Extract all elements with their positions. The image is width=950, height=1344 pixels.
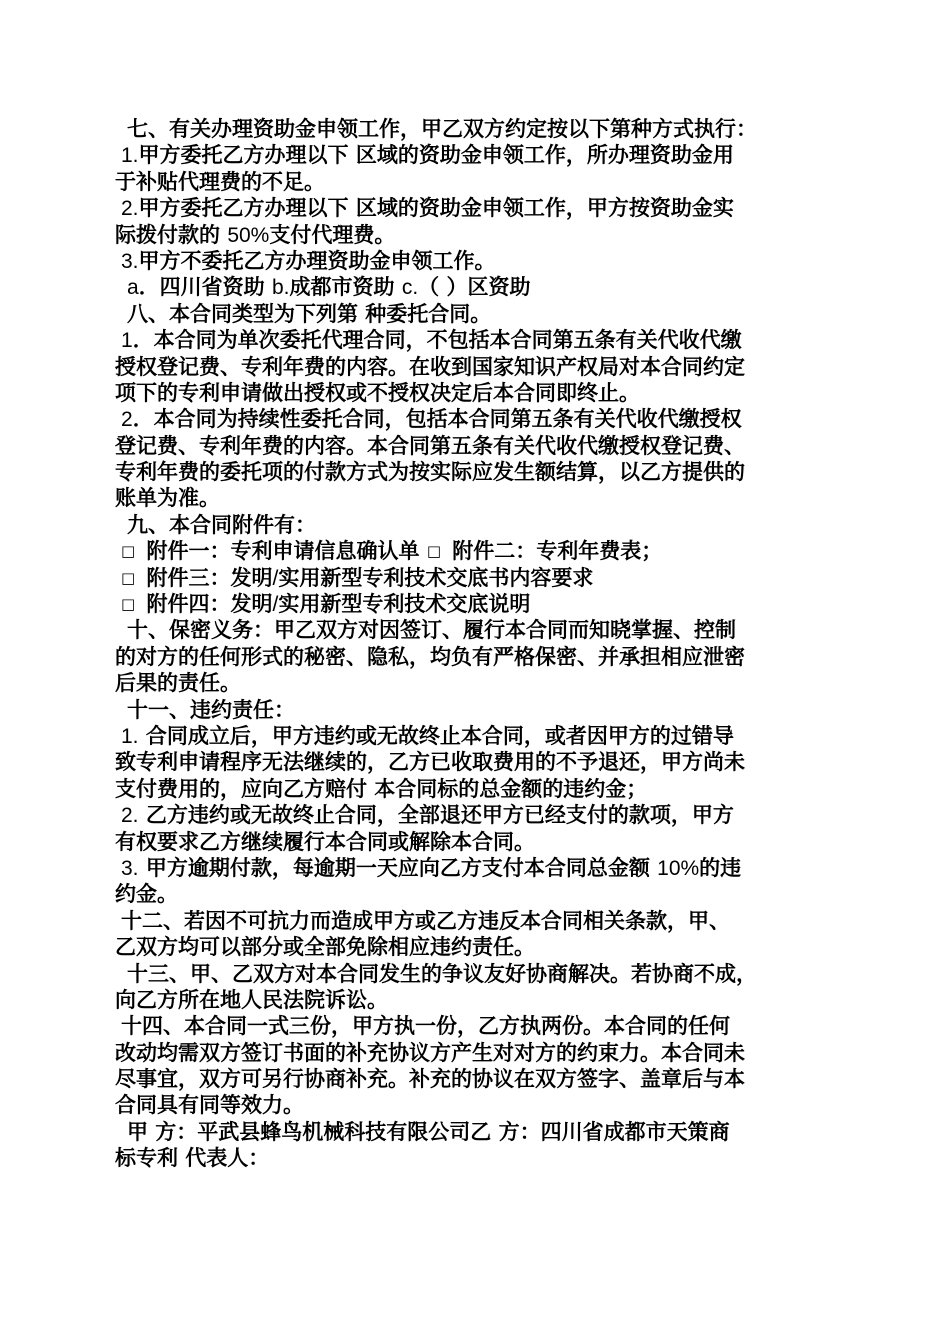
text-line: 际拨付款的 50%支付代理费。 xyxy=(115,222,396,247)
text-line: □ 附件四：发明/实用新型专利技术交底说明 xyxy=(121,592,531,617)
checkbox-icon[interactable]: □ xyxy=(426,542,441,561)
contract-text-body xyxy=(115,116,840,1172)
text-line: 改动均需双方签订书面的补充协议方产生对对方的约束力。本合同未 xyxy=(115,1040,745,1065)
text-line: 尽事宜，双方可另行协商补充。补充的协议在双方签字、盖章后与本 xyxy=(115,1067,745,1092)
text-line: 2．本合同为持续性委托合同，包括本合同第五条有关代收代缴授权 xyxy=(121,407,742,432)
text-line: 1.甲方委托乙方办理以下 区域的资助金申领工作，所办理资助金用 xyxy=(121,143,734,168)
text-line: 1．本合同为单次委托代理合同，不包括本合同第五条有关代收代缴 xyxy=(121,328,742,353)
text-line: 后果的责任。 xyxy=(115,671,241,696)
text-line: 标专利 代表人： xyxy=(115,1146,270,1171)
text-line: 支付费用的，应向乙方赔付 本合同标的总金额的违约金； xyxy=(115,776,648,801)
text-line: 乙双方均可以部分或全部免除相应违约责任。 xyxy=(115,935,535,960)
text-line: 账单为准。 xyxy=(115,486,220,511)
text-line: 十一、违约责任： xyxy=(127,697,295,722)
text-line: 的对方的任何形式的秘密、隐私，均负有严格保密、并承担相应泄密 xyxy=(115,644,745,669)
text-line: 约金。 xyxy=(115,882,178,907)
text-line: 十四、本合同一式三份，甲方执一份，乙方执两份。本合同的任何 xyxy=(121,1014,730,1039)
text-line: 于补贴代理费的不足。 xyxy=(115,169,325,194)
text-line: 甲 方：平武县蜂鸟机械科技有限公司乙 方：四川省成都市天策商 xyxy=(127,1119,730,1144)
text-line: 致专利申请程序无法继续的，乙方已收取费用的不予退还，甲方尚未 xyxy=(115,750,745,775)
text-line: □ 附件一：专利申请信息确认单 □ 附件二：专利年费表； xyxy=(121,539,663,564)
checkbox-icon[interactable]: □ xyxy=(121,568,136,587)
text-line: 九、本合同附件有： xyxy=(127,512,316,537)
text-line: 2. 乙方违约或无故终止合同，全部退还甲方已经支付的款项，甲方 xyxy=(121,803,734,828)
checkbox-icon[interactable]: □ xyxy=(121,595,136,614)
text-line: a．四川省资助 b.成都市资助 c.（ ）区资助 xyxy=(127,275,531,300)
checkbox-icon[interactable]: □ xyxy=(121,542,136,561)
text-line: 有权要求乙方继续履行本合同或解除本合同。 xyxy=(115,829,535,854)
text-line: 八、本合同类型为下列第 种委托合同。 xyxy=(127,301,492,326)
text-line: 十二、若因不可抗力而造成甲方或乙方违反本合同相关条款，甲、 xyxy=(121,908,730,933)
text-line: 十、保密义务：甲乙双方对因签订、履行本合同而知晓掌握、控制 xyxy=(127,618,736,643)
text-line: 1. 合同成立后，甲方违约或无故终止本合同，或者因甲方的过错导 xyxy=(121,723,734,748)
text-line: 专利年费的委托项的付款方式为按实际应发生额结算，以乙方提供的 xyxy=(115,460,745,485)
text-line: 十三、甲、乙双方对本合同发生的争议友好协商解决。若协商不成， xyxy=(127,961,757,986)
text-line: 向乙方所在地人民法院诉讼。 xyxy=(115,987,388,1012)
text-line: 项下的专利申请做出授权或不授权决定后本合同即终止。 xyxy=(115,380,640,405)
text-line: 合同具有同等效力。 xyxy=(115,1093,304,1118)
text-line: 3.甲方不委托乙方办理资助金申领工作。 xyxy=(121,248,496,273)
text-line: □ 附件三：发明/实用新型专利技术交底书内容要求 xyxy=(121,565,594,590)
text-line: 七、有关办理资助金申领工作，甲乙双方约定按以下第种方式执行： xyxy=(127,117,757,141)
text-line: 登记费、专利年费的内容。本合同第五条有关代收代缴授权登记费、 xyxy=(115,433,745,458)
text-line: 授权登记费、专利年费的内容。在收到国家知识产权局对本合同约定 xyxy=(115,354,745,379)
text-line: 3. 甲方逾期付款，每逾期一天应向乙方支付本合同总金额 10%的违 xyxy=(121,855,742,880)
text-line: 2.甲方委托乙方办理以下 区域的资助金申领工作，甲方按资助金实 xyxy=(121,196,734,221)
